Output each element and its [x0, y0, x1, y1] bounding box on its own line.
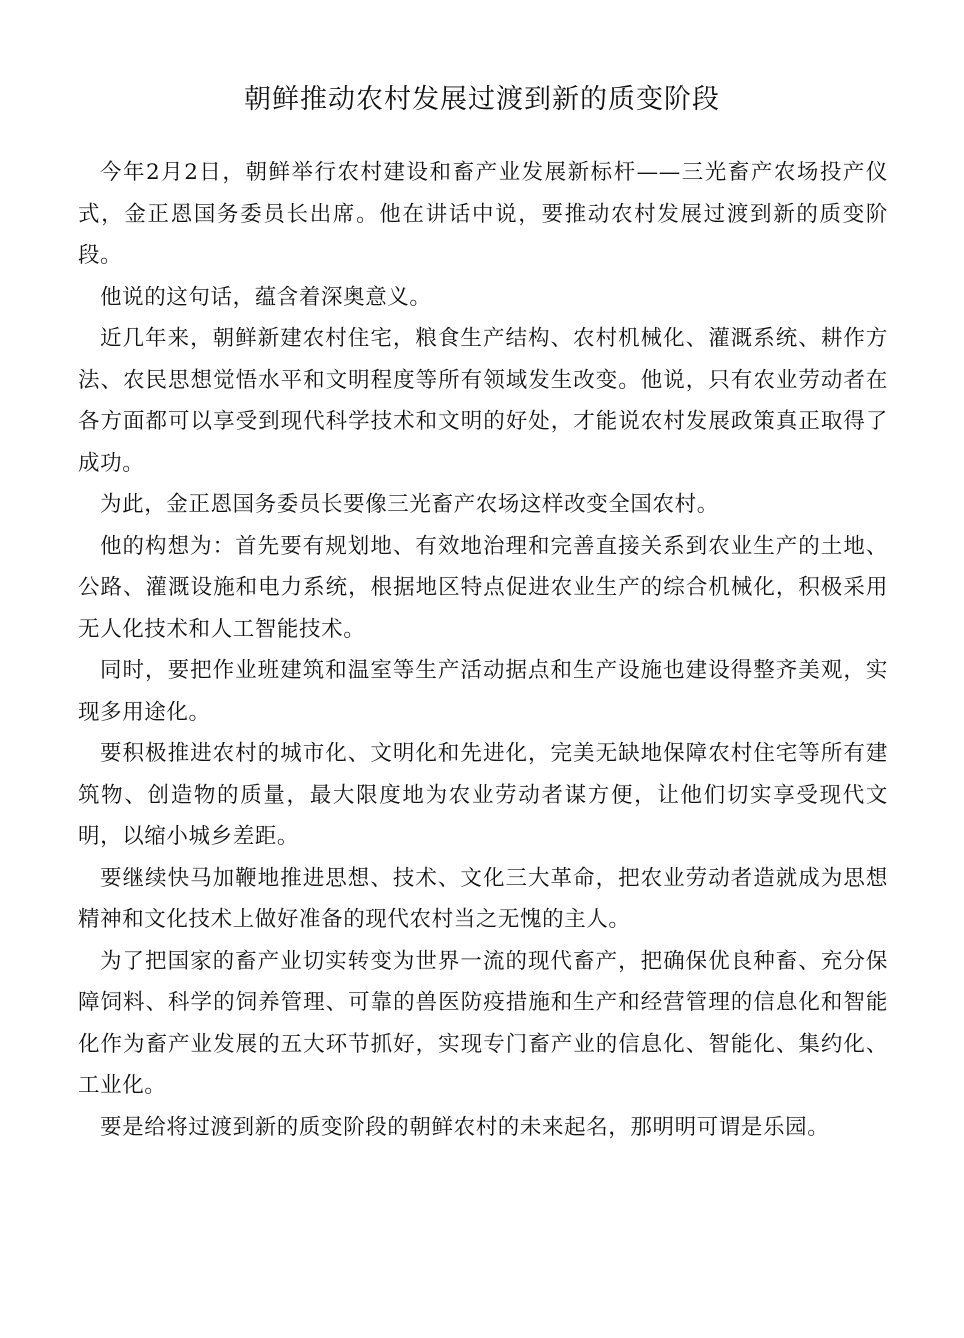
- paragraph: 他的构想为：首先要有规划地、有效地治理和完善直接关系到农业生产的土地、公路、灌溉设施和电力系统，根据地区特点促进农业生产的综合机械化，积极采用无人化技术和人工智能技术。: [78, 533, 888, 642]
- paragraph: 今年2月2日，朝鲜举行农村建设和畜产业发展新标杆——三光畜产农场投产仪式，金正恩国务委员长出席。他在讲话中说，要推动农村发展过渡到新的质变阶段。: [78, 160, 888, 268]
- paragraph: 近几年来，朝鲜新建农村住宅，粮食生产结构、农村机械化、灌溉系统、耕作方法、农民思想觉悟水平和文明程度等所有领域发生改变。他说，只有农业劳动者在各方面都可以享受到现代科学技术和文明的好处，才能说农村发展政策真正取得了成功。: [78, 326, 888, 476]
- document-body: [78, 152, 888, 1148]
- paragraph: 为了把国家的畜产业切实转变为世界一流的现代畜产，把确保优良种畜、充分保障饲料、科学的饲养管理、可靠的兽医防疫措施和生产和经营管理的信息化和智能化作为畜产业发展的五大环节抓好，实现专门畜产业的信息化、智能化、集约化、工业化。: [78, 948, 888, 1098]
- paragraph: 要继续快马加鞭地推进思想、技术、文化三大革命，把农业劳动者造就成为思想精神和文化技术上做好准备的现代农村当之无愧的主人。: [78, 865, 888, 932]
- paragraph: 要是给将过渡到新的质变阶段的朝鲜农村的未来起名，那明明可谓是乐园。: [100, 1114, 830, 1140]
- paragraph: 他说的这句话，蕴含着深奥意义。: [100, 284, 432, 310]
- document-title: 朝鲜推动农村发展过渡到新的质变阶段: [244, 84, 720, 115]
- paragraph: 为此，金正恩国务委员长要像三光畜产农场这样改变全国农村。: [100, 492, 719, 517]
- paragraph: 同时，要把作业班建筑和温室等生产活动据点和生产设施也建设得整齐美观，实现多用途化。: [78, 658, 888, 725]
- paragraph: 要积极推进农村的城市化、文明化和先进化，完美无缺地保障农村住宅等所有建筑物、创造物的质量，最大限度地为农业劳动者谋方便，让他们切实享受现代文明，以缩小城乡差距。: [78, 741, 888, 849]
